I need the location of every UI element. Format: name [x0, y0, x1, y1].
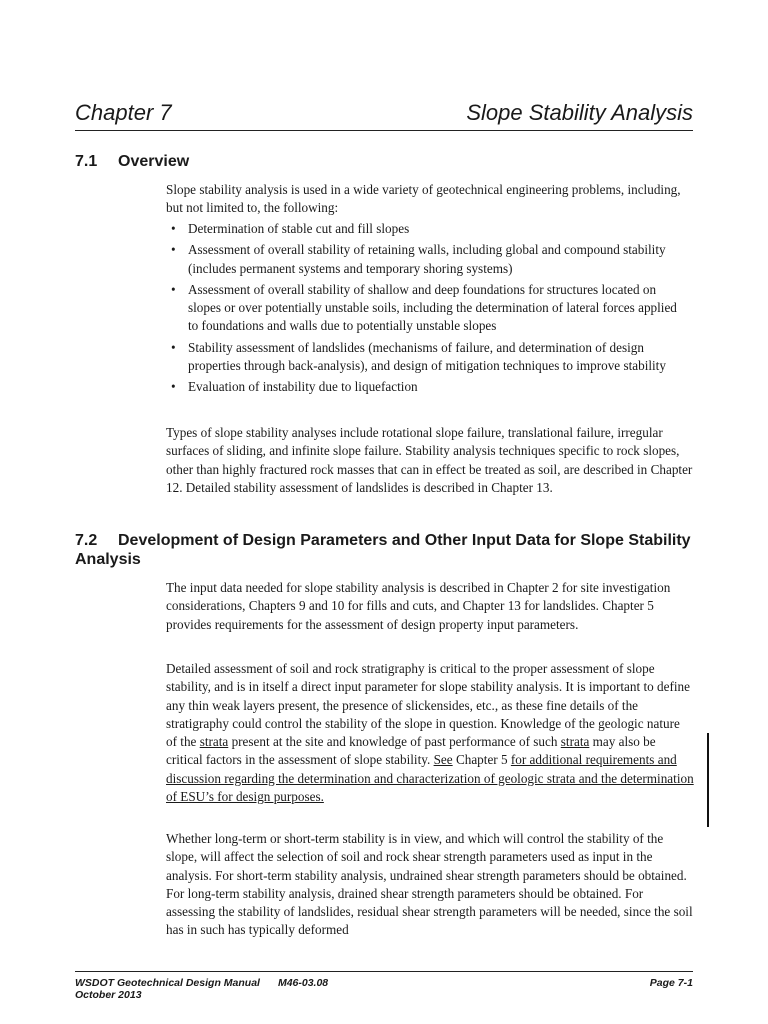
underlined-term: strata — [560, 734, 590, 750]
list-item-text: Assessment of overall stability of retaining walls, including global and compound stability (includes permanent systems and temporary shoring systems) — [188, 242, 666, 276]
publication-date: October 2013 — [75, 989, 142, 1001]
text-span: Detailed assessment of soil and rock stratigraphy is critical to the proper assessment of slope stability, and is in itself a direct input parameter for slope stability analysis. It is important to define any thin weak layers present, the presence of slickensides, etc., as these fine details of the stratigraphy could control the stability of the slope in question. Knowledge of the geologic nature of the — [166, 661, 690, 750]
section-title: Overview — [118, 153, 190, 170]
bullet-icon: • — [171, 281, 176, 297]
chapter-label: Chapter 7 — [75, 100, 172, 125]
overview-types-paragraph — [166, 424, 694, 497]
list-item — [166, 220, 686, 238]
manual-title: WSDOT Geotechnical Design Manual — [75, 977, 260, 989]
page-number: Page 7-1 — [649, 977, 693, 989]
section-7-2-paragraph-3 — [166, 830, 694, 940]
section-number: 7.2 — [75, 532, 98, 549]
section-heading-7-2 — [75, 531, 693, 569]
underlined-revision-text: for additional requirements and discussion regarding the determination and characterization of geologic strata and the determination of ESU’s for design purposes. — [166, 752, 694, 805]
section-7-2-paragraph-1 — [166, 579, 694, 634]
bullet-icon: • — [171, 242, 176, 258]
list-item — [166, 241, 686, 278]
revision-change-bar — [707, 733, 709, 827]
manual-number: M46-03.08 — [277, 977, 329, 989]
text-span: Chapter 5 — [452, 752, 511, 768]
section-number: 7.1 — [75, 153, 98, 170]
text-span: present at the site and knowledge of past performance of such — [228, 734, 561, 750]
chapter-title: Slope Stability Analysis — [466, 100, 693, 125]
paragraph: Types of slope stability analyses include rotational slope failure, translational failure, irregular surfaces of sliding, and infinite slope failure. Stability analysis techniques specific to rock slopes, other than highly fractured rock masses that can in effect be treated as soil, are described in Chapter 12. Detailed stability assessment of landslides is described in Chapter 13. — [166, 425, 693, 495]
bullet-icon: • — [171, 339, 176, 355]
paragraph: Slope stability analysis is used in a wide variety of geotechnical engineering problems, including, but not limited to, the following: — [166, 182, 681, 216]
bullet-icon: • — [171, 379, 176, 395]
footer-left — [75, 977, 328, 1001]
list-item — [166, 378, 686, 396]
list-item-text: Determination of stable cut and fill slopes — [188, 221, 410, 236]
section-7-2-paragraph-2 — [166, 660, 694, 806]
list-item-text: Evaluation of instability due to liquefaction — [188, 379, 418, 395]
overview-intro — [166, 181, 694, 218]
list-item — [166, 339, 686, 376]
underlined-term: strata — [199, 734, 229, 750]
underlined-term: See — [433, 752, 453, 768]
chapter-header — [75, 98, 693, 131]
list-item — [166, 281, 686, 336]
list-item-text: Assessment of overall stability of shallow and deep foundations for structures located on slopes or over potentially unstable soils, including the determination of lateral forces applied to foundations and walls due to potentially unstable slopes — [188, 281, 677, 334]
section-title: Development of Design Parameters and Other Input Data for Slope Stability Analysis — [75, 532, 691, 568]
bullet-icon: • — [171, 221, 176, 236]
page-footer — [75, 971, 693, 1001]
paragraph: The input data needed for slope stability analysis is described in Chapter 2 for site investigation considerations, Chapters 9 and 10 for fills and cuts, and Chapter 13 for landslides. Chapter 5 provides requirements for the assessment of design property input parameters. — [166, 580, 671, 632]
text-span: may also be critical factors in the assessment of slope stability. — [166, 734, 656, 768]
paragraph: Whether long-term or short-term stability is in view, and which will control the stability of the slope, will affect the selection of soil and rock shear strength parameters used as input in the analysis. For short-term stability analysis, undrained shear strength parameters should be obtained. For long-term stability analysis, drained shear strength parameters should be obtained. For assessing the stability of landslides, residual shear strength parameters will be needed, since the soil has in such has typically deformed — [166, 831, 693, 938]
paragraph — [166, 660, 694, 806]
list-item-text: Stability assessment of landslides (mechanisms of failure, and determination of design properties through back-analysis), and design of mitigation techniques to improve stability — [188, 339, 666, 374]
overview-bullet-list — [166, 220, 686, 400]
section-heading-7-1 — [75, 152, 189, 171]
